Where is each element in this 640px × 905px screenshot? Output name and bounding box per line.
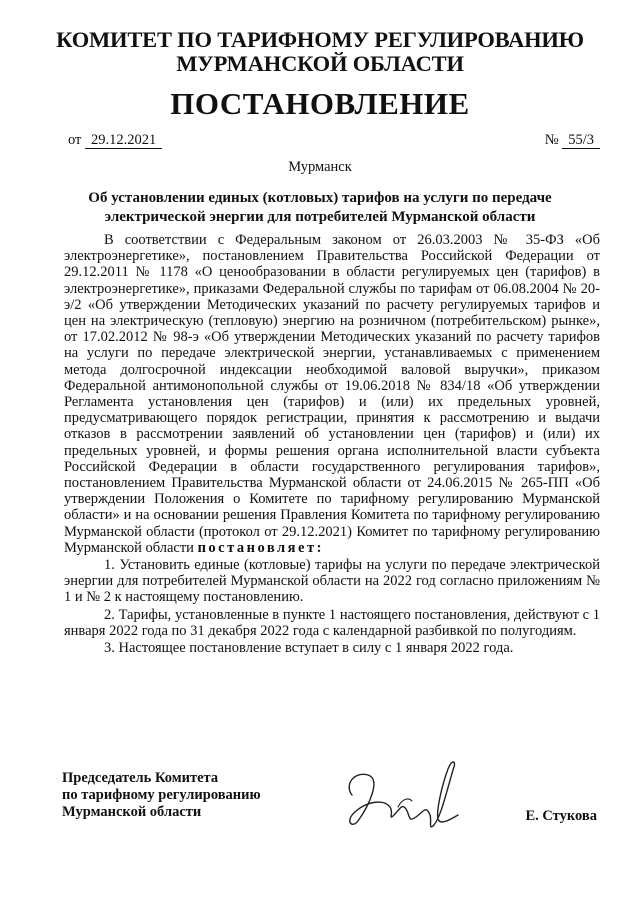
decree-item-1: 1. Установить единые (котловые) тарифы на услуги по передаче электрической энергии для потребителей Мурманской области на 2022 год согласно приложениям № 1 и № 2 к настоящему постановлению. [64, 557, 600, 606]
decree-word: постановляет: [197, 539, 324, 556]
number-value: 55/3 [562, 132, 600, 149]
preamble-text: В соответствии с Федеральным законом от 26.03.2003 № 35-ФЗ «Об электроэнергетике», постановлением Правительства Российской Федерации от 29.12.2011 № 1178 «О ценообразовании в области регулируемых цен (тарифов) в электроэнергетике», приказами Федеральной службы по тарифам от 06.08.2004 № 20-э/2 «Об утверждении Методических указаний по расчету регулируемых тарифов и цен на электрическую (тепловую) энергию на розничном (потребительском) рынке», от 17.02.2012 № 98-э «Об утверждении Методических указаний по расчету тарифов на услуги по передаче электрической энергии, устанавливаемых с применением метода долгосрочной индексации необходимой валовой выручки», приказом Федеральной антимонопольной службы от 19.06.2018 № 834/18 «Об утверждении Регламента установления цен (тарифов) и (или) их предельных уровней, предусматривающего порядок регистрации, принятия к рассмотрению и выдачи отказов в рассмотрении заявлений об установлении цен (тарифов) и (или) их предельных уровней, и формы решения органа исполнительной власти субъекта Российской Федерации в области государственного регулирования тарифов», постановлением Правительства Мурманской области от 24.06.2015 № 265-ПП «Об утверждении Положения о Комитете по тарифному регулированию Мурманской области» и на основании решения Правления Комитета по тарифному регулированию Мурманской области (протокол от 29.12.2021) Комитет по тарифному регулированию Мурманской области [64, 232, 600, 556]
date-prefix: от [68, 132, 82, 148]
organization-name-line2: МУРМАНСКОЙ ОБЛАСТИ [176, 51, 464, 76]
city: Мурманск [288, 159, 352, 175]
preamble-paragraph [64, 232, 600, 556]
decree-item-3: 3. Настоящее постановление вступает в силу с 1 января 2022 года. [104, 640, 514, 657]
document-title-line2: электрической энергии для потребителей Мурманской области [104, 209, 536, 225]
document-date [68, 131, 162, 149]
document-number [545, 131, 600, 149]
handwritten-signature [338, 755, 468, 845]
organization-name-line1: КОМИТЕТ ПО ТАРИФНОМУ РЕГУЛИРОВАНИЮ [56, 27, 584, 52]
signatory-title [62, 770, 261, 821]
signatory-title-line3: Мурманской области [62, 804, 202, 820]
document-title-line1: Об установлении единых (котловых) тарифов на услуги по передаче [88, 190, 552, 206]
decree-item-2: 2. Тарифы, установленные в пункте 1 настоящего постановления, действуют с 1 января 2022 года по 31 декабря 2022 года с календарной разбивкой по полугодиям. [64, 606, 600, 639]
organization-name [40, 28, 600, 76]
date-value: 29.12.2021 [85, 132, 162, 149]
document-body [64, 232, 600, 656]
document-title [70, 189, 570, 227]
document-type: ПОСТАНОВЛЕНИЕ [170, 86, 470, 121]
signatory-name: Е. Стукова [525, 808, 597, 824]
signatory-title-line2: по тарифному регулированию [62, 787, 261, 803]
number-prefix: № [544, 132, 559, 148]
signatory-title-line1: Председатель Комитета [62, 770, 219, 786]
